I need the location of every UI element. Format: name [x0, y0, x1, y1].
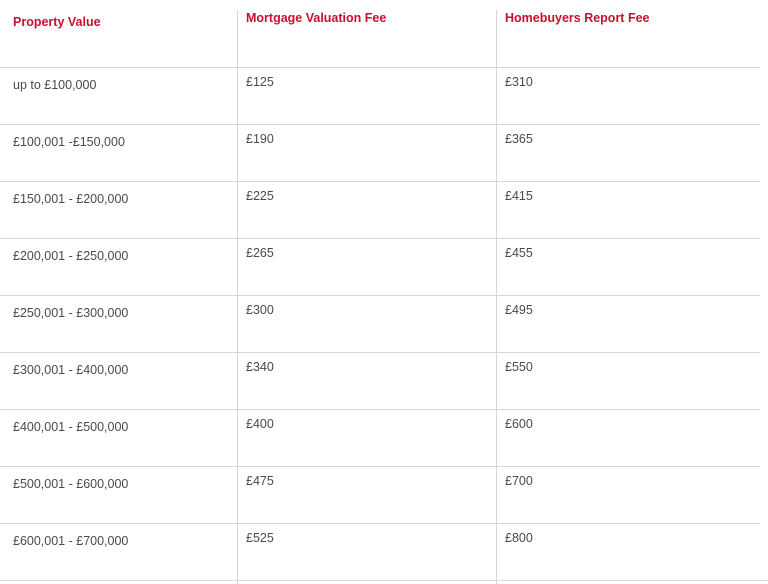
cell-property-value: £250,001 - £300,000 [13, 306, 129, 320]
cell-homebuyers-report-fee: £365 [505, 132, 533, 146]
row-divider [0, 352, 760, 353]
row-divider [0, 523, 760, 524]
cell-homebuyers-report-fee: £415 [505, 189, 533, 203]
cell-mortgage-valuation-fee: £475 [246, 474, 274, 488]
cell-property-value: £100,001 -£150,000 [13, 135, 125, 149]
cell-mortgage-valuation-fee: £300 [246, 303, 274, 317]
row-divider [0, 181, 760, 182]
header-homebuyers-report-fee: Homebuyers Report Fee [505, 11, 650, 25]
cell-mortgage-valuation-fee: £340 [246, 360, 274, 374]
cell-mortgage-valuation-fee: £400 [246, 417, 274, 431]
cell-homebuyers-report-fee: £310 [505, 75, 533, 89]
row-divider [0, 580, 768, 581]
header-mortgage-valuation-fee: Mortgage Valuation Fee [246, 11, 387, 25]
cell-mortgage-valuation-fee: £525 [246, 531, 274, 545]
cell-property-value: £600,001 - £700,000 [13, 534, 129, 548]
cell-homebuyers-report-fee: £800 [505, 531, 533, 545]
cell-homebuyers-report-fee: £700 [505, 474, 533, 488]
cell-property-value: £300,001 - £400,000 [13, 363, 129, 377]
cell-property-value: up to £100,000 [13, 78, 97, 92]
cell-mortgage-valuation-fee: £225 [246, 189, 274, 203]
cell-mortgage-valuation-fee: £125 [246, 75, 274, 89]
cell-mortgage-valuation-fee: £190 [246, 132, 274, 146]
row-divider [0, 67, 760, 68]
cell-homebuyers-report-fee: £600 [505, 417, 533, 431]
header-property-value: Property Value [13, 15, 101, 29]
cell-property-value: £400,001 - £500,000 [13, 420, 129, 434]
row-divider [0, 466, 760, 467]
column-divider [237, 10, 238, 584]
cell-homebuyers-report-fee: £550 [505, 360, 533, 374]
cell-property-value: £150,001 - £200,000 [13, 192, 129, 206]
column-divider [496, 10, 497, 584]
row-divider [0, 238, 760, 239]
cell-mortgage-valuation-fee: £265 [246, 246, 274, 260]
cell-property-value: £200,001 - £250,000 [13, 249, 129, 263]
row-divider [0, 295, 760, 296]
row-divider [0, 124, 760, 125]
cell-homebuyers-report-fee: £495 [505, 303, 533, 317]
row-divider [0, 409, 760, 410]
cell-homebuyers-report-fee: £455 [505, 246, 533, 260]
cell-property-value: £500,001 - £600,000 [13, 477, 129, 491]
